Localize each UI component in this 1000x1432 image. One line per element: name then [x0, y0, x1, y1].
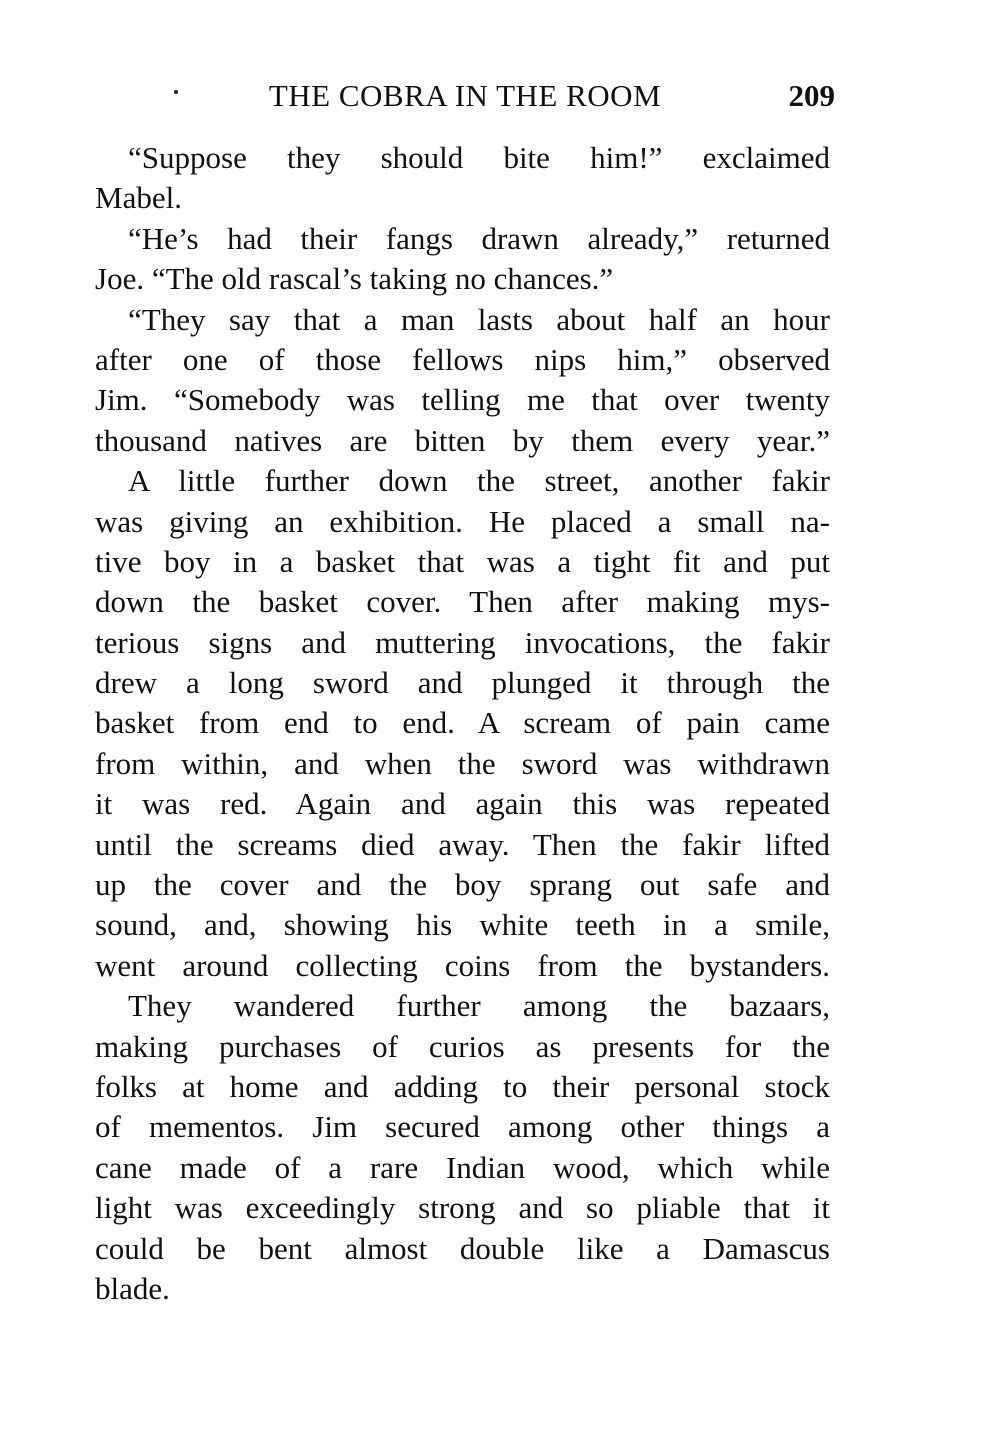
chapter-title: THE COBRA IN THE ROOM	[268, 78, 662, 113]
text-line: folks at home and adding to their personal stock	[95, 1068, 830, 1104]
text-line: tive boy in a basket that was a tight fit and put	[95, 543, 830, 579]
page-number: 209	[788, 78, 835, 113]
text-line: thousand natives are bitten by them every year.”	[95, 422, 830, 458]
text-line: down the basket cover. Then after making mys-	[95, 584, 830, 620]
text-line: making purchases of curios as presents for the	[95, 1028, 830, 1064]
text-line: “They say that a man lasts about half an hour	[128, 301, 830, 337]
text-line: Jim. “Somebody was telling me that over twenty	[95, 382, 830, 418]
text-line: Joe. “The old rascal’s taking no chances.”	[95, 261, 614, 297]
text-line: light was exceedingly strong and so pliable that it	[95, 1190, 830, 1226]
text-line: after one of those fellows nips him,” observed	[95, 341, 830, 377]
text-line: blade.	[95, 1270, 170, 1306]
text-line: Mabel.	[95, 180, 182, 216]
text-line: could be bent almost double like a Damascus	[95, 1230, 830, 1266]
text-line: until the screams died away. Then the fakir lifted	[95, 826, 830, 862]
text-line: up the cover and the boy sprang out safe and	[95, 867, 830, 903]
text-line: sound, and, showing his white teeth in a smile,	[95, 907, 830, 943]
text-line: went around collecting coins from the bystanders.	[95, 947, 830, 983]
text-line: of mementos. Jim secured among other things a	[95, 1109, 830, 1145]
text-line: “Suppose they should bite him!” exclaimed	[128, 140, 830, 175]
text-line: it was red. Again and again this was repeated	[95, 786, 830, 822]
body-text	[95, 138, 830, 1309]
text-line: from within, and when the sword was withdrawn	[95, 745, 830, 781]
text-line: “He’s had their fangs drawn already,” returned	[128, 220, 830, 256]
text-line: basket from end to end. A scream of pain came	[95, 705, 830, 741]
text-line: drew a long sword and plunged it through the	[95, 665, 830, 701]
text-line: terious signs and muttering invocations, the fakir	[95, 624, 830, 660]
text-line: cane made of a rare Indian wood, which while	[95, 1149, 830, 1185]
text-line: was giving an exhibition. He placed a small na-	[95, 503, 830, 539]
text-line: A little further down the street, another fakir	[128, 463, 830, 499]
text-line: They wandered further among the bazaars,	[128, 988, 830, 1024]
running-head	[95, 76, 835, 116]
